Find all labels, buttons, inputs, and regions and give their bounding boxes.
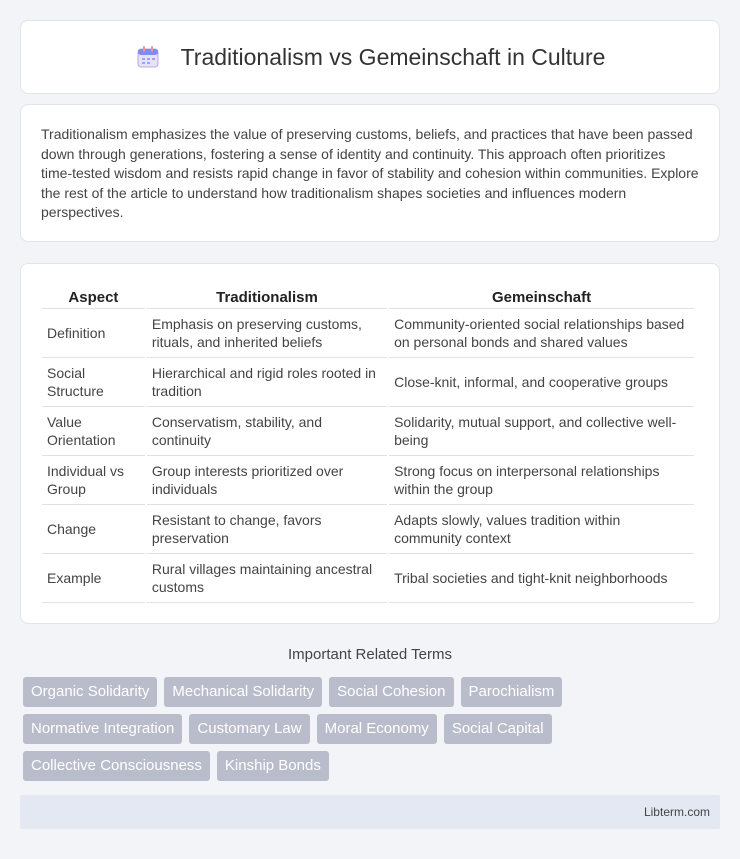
table-row xyxy=(42,505,694,554)
page-title: Traditionalism vs Gemeinschaft in Culture xyxy=(180,43,606,70)
table-row xyxy=(42,358,694,407)
cell-traditionalism: Resistant to change, favors preservation xyxy=(147,505,387,554)
table-row xyxy=(42,554,694,603)
tag-row xyxy=(23,677,723,707)
tag-parochialism[interactable]: Parochialism xyxy=(461,677,563,707)
cell-gemeinschaft: Community-oriented social relationships based on personal bonds and shared values xyxy=(389,309,694,358)
cell-aspect: Individual vs Group xyxy=(42,456,145,505)
comparison-table-card xyxy=(20,263,720,624)
intro-paragraph: Traditionalism emphasizes the value of preserving customs, beliefs, and practices that have been passed down through generations, fostering a sense of identity and continuity. This approach often prioritizes time-tested wisdom and resists rapid change in favor of stability and cohesion within communities. Explore the rest of the article to understand how traditionalism shapes societies and influences modern perspectives. xyxy=(41,126,699,220)
cell-traditionalism: Rural villages maintaining ancestral customs xyxy=(147,554,387,603)
table-row xyxy=(42,456,694,505)
cell-gemeinschaft: Close-knit, informal, and cooperative groups xyxy=(389,358,694,407)
column-header-traditionalism: Traditionalism xyxy=(147,285,387,309)
cell-aspect: Social Structure xyxy=(42,358,145,407)
column-header-gemeinschaft: Gemeinschaft xyxy=(389,285,694,309)
cell-gemeinschaft: Adapts slowly, values tradition within community context xyxy=(389,505,694,554)
tag-row xyxy=(23,751,723,781)
cell-gemeinschaft: Solidarity, mutual support, and collective well-being xyxy=(389,407,694,456)
cell-aspect: Change xyxy=(42,505,145,554)
table-header-row xyxy=(42,285,694,309)
related-terms-list xyxy=(23,677,723,788)
tag-mechanical-solidarity[interactable]: Mechanical Solidarity xyxy=(164,677,322,707)
intro-card xyxy=(20,104,720,242)
comparison-table xyxy=(40,285,696,603)
tag-moral-economy[interactable]: Moral Economy xyxy=(317,714,437,744)
title-card xyxy=(20,20,720,94)
cell-aspect: Definition xyxy=(42,309,145,358)
cell-gemeinschaft: Tribal societies and tight-knit neighborhoods xyxy=(389,554,694,603)
calendar-icon xyxy=(135,44,161,70)
tag-organic-solidarity[interactable]: Organic Solidarity xyxy=(23,677,157,707)
tag-social-cohesion[interactable]: Social Cohesion xyxy=(329,677,453,707)
cell-traditionalism: Emphasis on preserving customs, rituals, and inherited beliefs xyxy=(147,309,387,358)
cell-gemeinschaft: Strong focus on interpersonal relationships within the group xyxy=(389,456,694,505)
tag-collective-consciousness[interactable]: Collective Consciousness xyxy=(23,751,210,781)
cell-traditionalism: Hierarchical and rigid roles rooted in tradition xyxy=(147,358,387,407)
cell-aspect: Value Orientation xyxy=(42,407,145,456)
tag-normative-integration[interactable]: Normative Integration xyxy=(23,714,182,744)
tag-row xyxy=(23,714,723,744)
cell-aspect: Example xyxy=(42,554,145,603)
table-row xyxy=(42,407,694,456)
tag-customary-law[interactable]: Customary Law xyxy=(189,714,309,744)
related-terms-heading: Important Related Terms xyxy=(288,646,452,663)
tag-kinship-bonds[interactable]: Kinship Bonds xyxy=(217,751,329,781)
cell-traditionalism: Conservatism, stability, and continuity xyxy=(147,407,387,456)
column-header-aspect: Aspect xyxy=(42,285,145,309)
tag-social-capital[interactable]: Social Capital xyxy=(444,714,552,744)
footer-site-link[interactable]: Libterm.com xyxy=(643,805,710,819)
table-row xyxy=(42,309,694,358)
cell-traditionalism: Group interests prioritized over individuals xyxy=(147,456,387,505)
footer xyxy=(20,795,720,829)
